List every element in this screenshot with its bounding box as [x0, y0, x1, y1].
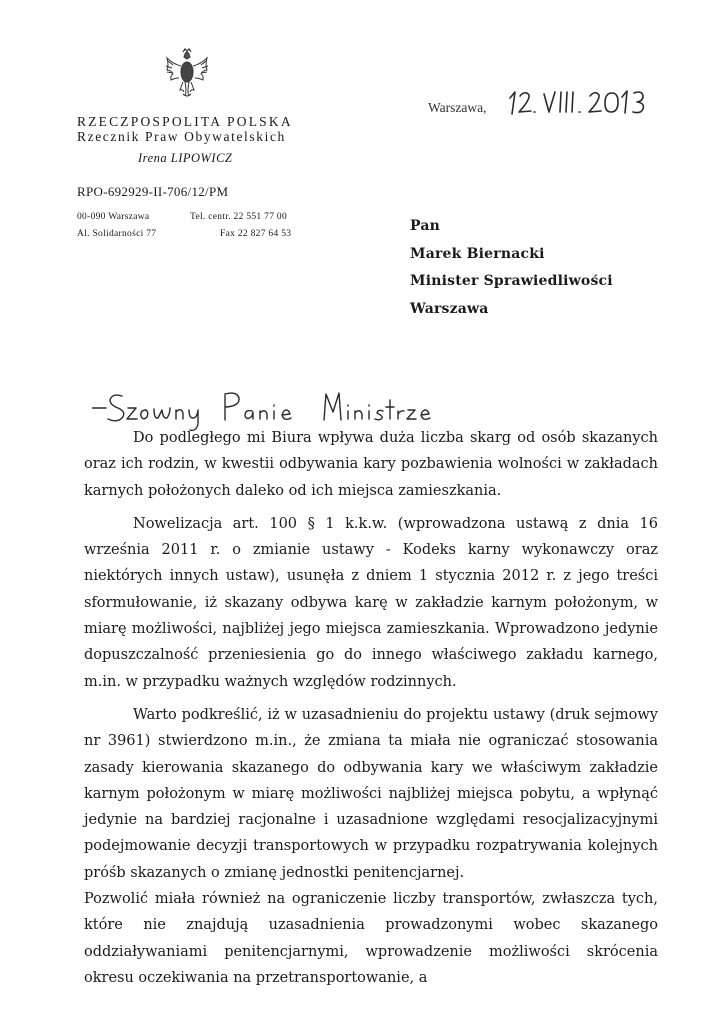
ombudsman-name: Irena LIPOWICZ: [138, 151, 233, 165]
recipient-position: Minister Sprawiedliwości: [410, 273, 613, 289]
organization-subtitle: Rzecznik Praw Obywatelskich: [77, 129, 286, 144]
recipient-name: Marek Biernacki: [410, 246, 545, 262]
reference-number: RPO-692929-II-706/12/PM: [77, 184, 229, 199]
dateline-city: Warszawa,: [428, 100, 487, 115]
body-paragraph: Pozwolić miała również na ograniczenie liczby transportów, zwłaszcza tych, które nie znajdują uzasadnienia prowadzonymi wobec skazanego oddziaływaniami penitencjarnymi, wprowadzenie możliwości skrócenia okresu oczekiwania na przetransportowanie, a: [84, 891, 658, 986]
body-paragraph: Nowelizacja art. 100 § 1 k.k.w. (wprowadzona ustawą z dnia 16 września 2011 r. o zmianie ustawy - Kodeks karny wykonawczy oraz niektórych innych ustaw), usunęła z dniem 1 stycznia 2012 r. z jego treści sformułowanie, iż skazany odbywa karę w zakładzie karnym położonym, w miarę możliwości, najbliżej jego miejsca zamieszkania. Wprowadzono jedynie dopuszczalność przeniesienia go do innego właściwego zakładu karnego, m.in. w przypadku ważnych względów rodzinnych.: [84, 515, 658, 690]
address-postcode: 00-090 Warszawa: [77, 212, 150, 222]
address-street: Al. Solidarności 77: [77, 229, 157, 239]
body-paragraph: Do podległego mi Biura wpływa duża liczba skarg od osób skazanych oraz ich rodzin, w kwestii odbywania kary pozbawienia wolności w zakładach karnych położonych daleko od ich miejsca zamieszkania.: [84, 430, 658, 499]
letter-body: [84, 425, 658, 998]
telephone-number: Tel. centr. 22 551 77 00: [190, 212, 288, 222]
fax-number: Fax 22 827 64 53: [220, 229, 292, 239]
eagle-emblem-icon: [163, 48, 211, 100]
handwritten-date: [504, 84, 654, 118]
recipient-city: Warszawa: [410, 301, 489, 317]
recipient-title: Pan: [410, 218, 441, 234]
organization-name: RZECZPOSPOLITA POLSKA: [77, 114, 293, 129]
body-paragraph: Warto podkreślić, iż w uzasadnieniu do projektu ustawy (druk sejmowy nr 3961) stwierdzono m.in., że zmiana ta miała nie ograniczać stosowania zasady kierowania skazanego do odbywania kary we właściwym zakładzie karnym położonym w miarę możliwości najbliżej miejsca pobytu, a wpłynąć jedynie na bardziej racjonalne i uzasadnione względami resocjalizacyjnymi podejmowanie decyzji transportowych w przypadku rozpatrywania kolejnych próśb skazanych o zmianę jednostki penitencjarnej.: [84, 706, 658, 881]
